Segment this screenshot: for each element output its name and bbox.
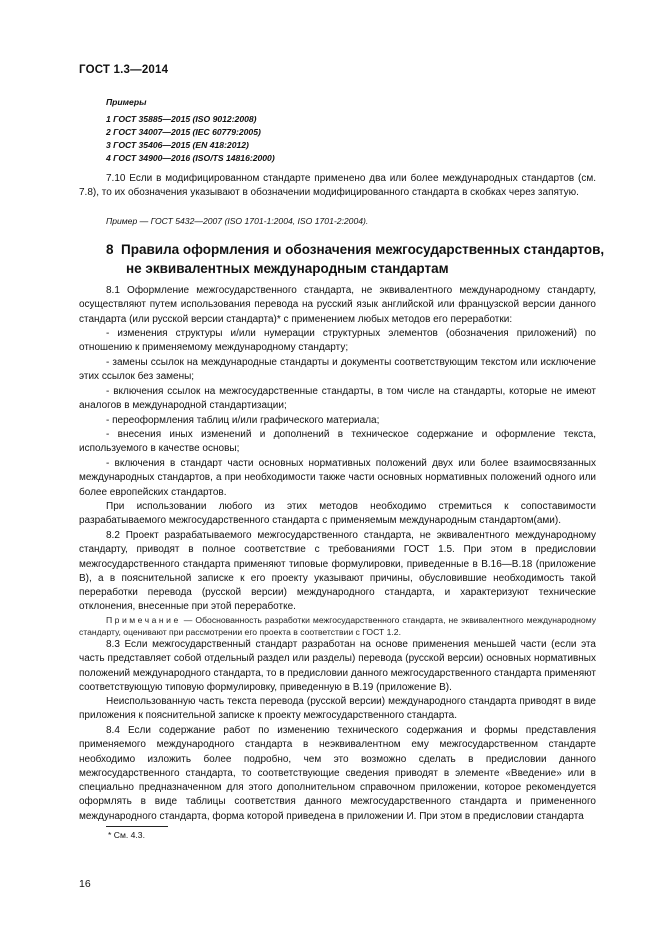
example-item: 1 ГОСТ 35885—2015 (ISO 9012:2008) [106, 114, 257, 124]
paragraph-8-1: 8.1 Оформление межгосударственного стандарта, не эквивалентного международному стандарту, осуществляют путем использования перевода на русский язык английской или французской версии данного стандарта (или русской версии стандарта)* с применением любых методов его переработки: [79, 285, 596, 325]
bullet-item: - включения ссылок на межгосударственные стандарты, в том числе на стандарты, которые не имеют аналогов в международной стандартизации; [79, 386, 596, 412]
paragraph-7-10-example: Пример — ГОСТ 5432—2007 (ISO 1701-1:2004, ISO 1701-2:2004). [106, 216, 369, 226]
bullet-item: - переоформления таблиц и/или графического материала; [106, 415, 380, 426]
example-item: 3 ГОСТ 35406—2015 (EN 418:2012) [106, 140, 249, 150]
paragraph-8-3: 8.3 Если межгосударственный стандарт разработан на основе применения меньшей части (если эта часть представляет собой отдельный раздел или разделы) перевода (русской версии) основных нормативных положений международного стандарта, то в предисловии данного межгосударственного стандарта применяют соответствующую типовую формулировку, приведенную в В.19 (приложение В). [79, 639, 596, 693]
bullet-item: - замены ссылок на международные стандарты и документы соответствующим текстом или исключение этих ссылок без замены; [79, 357, 596, 383]
paragraph-8-4: 8.4 Если содержание работ по изменению технического содержания и формы представления применяемого международного стандарта в неэквивалентном ему межгосударственном стандарте необходимо изложить более подробно, чем это возможно сделать в предисловии данного межгосударственного стандарта, то соответствующие сведения приводят в элементе «Введение» или в специально предназначенном для этого дополнительном справочном приложении, которое рекомендуется оформлять в виде таблицы соответствия данного межгосударственного стандарта и примененного международного стандарта, форма которой приведена в приложении И. При этом в предисловии стандарта [79, 725, 596, 822]
section-title-line2: не эквивалентных международным стандартам [126, 261, 449, 276]
paragraph-8-2: 8.2 Проект разрабатываемого межгосударственного стандарта, не эквивалентного международному стандарту, приводят в полное соответствие с требованиями ГОСТ 1.5. При этом в предисловии межгосударственного стандарта применяют типовые формулировки, приведенные в В.16—В.18 (приложение В), а в пояснительной записке к его проекту указывают причины, обусловившие необходимость такой переработки перевода (русской версии) международного стандарта, и характеризуют технические отклонения, внесенные при этой переработке. [79, 530, 596, 613]
bullet-item: - включения в стандарт части основных нормативных положений двух или более взаимосвязанных международных стандартов, а при необходимости также части основных нормативных положений одного или более европейских стандартов. [79, 458, 596, 498]
paragraph-7-10: 7.10 Если в модифицированном стандарте применено два или более международных стандартов (см. 7.8), то их обозначения указывают в обозначении модифицированного стандарта в скобках через запятую. [79, 173, 596, 199]
footnote: * См. 4.3. [108, 830, 145, 840]
example-item: 4 ГОСТ 34900—2016 (ISO/TS 14816:2000) [106, 153, 275, 163]
note-text: — Обоснованность разработки межгосударственного стандарта, не эквивалентного международному стандарту, оценивают при рассмотрении его проекта в соответствии с ГОСТ 1.2. [79, 615, 596, 637]
note [79, 615, 596, 638]
section-8-heading [106, 240, 606, 278]
section-number: 8 [106, 242, 114, 257]
section-title-line1: Правила оформления и обозначения межгосударственных стандартов, [121, 242, 605, 257]
note-label: Примечание [106, 615, 181, 625]
examples-title: Примеры [106, 97, 147, 107]
example-item: 2 ГОСТ 34007—2015 (IEC 60779:2005) [106, 127, 261, 137]
footnote-separator [106, 826, 168, 827]
page-number: 16 [79, 878, 91, 890]
paragraph-8-3-after: Неиспользованную часть текста перевода (русской версии) международного стандарта приводят в виде приложения к пояснительной записке к проекту межгосударственного стандарта. [79, 696, 596, 722]
page-header: ГОСТ 1.3—2014 [79, 64, 169, 76]
bullet-item: - изменения структуры и/или нумерации структурных элементов (обозначения приложений) по отношению к применяемому международному стандарту; [79, 328, 596, 354]
paragraph-8-1-after: При использовании любого из этих методов необходимо стремиться к сопоставимости разрабатываемого межгосударственного стандарта с применяемым международным стандартом(ами). [79, 501, 596, 527]
bullet-item: - внесения иных изменений и дополнений в техническое содержание и оформление текста, используемого в качестве основы; [79, 429, 596, 455]
